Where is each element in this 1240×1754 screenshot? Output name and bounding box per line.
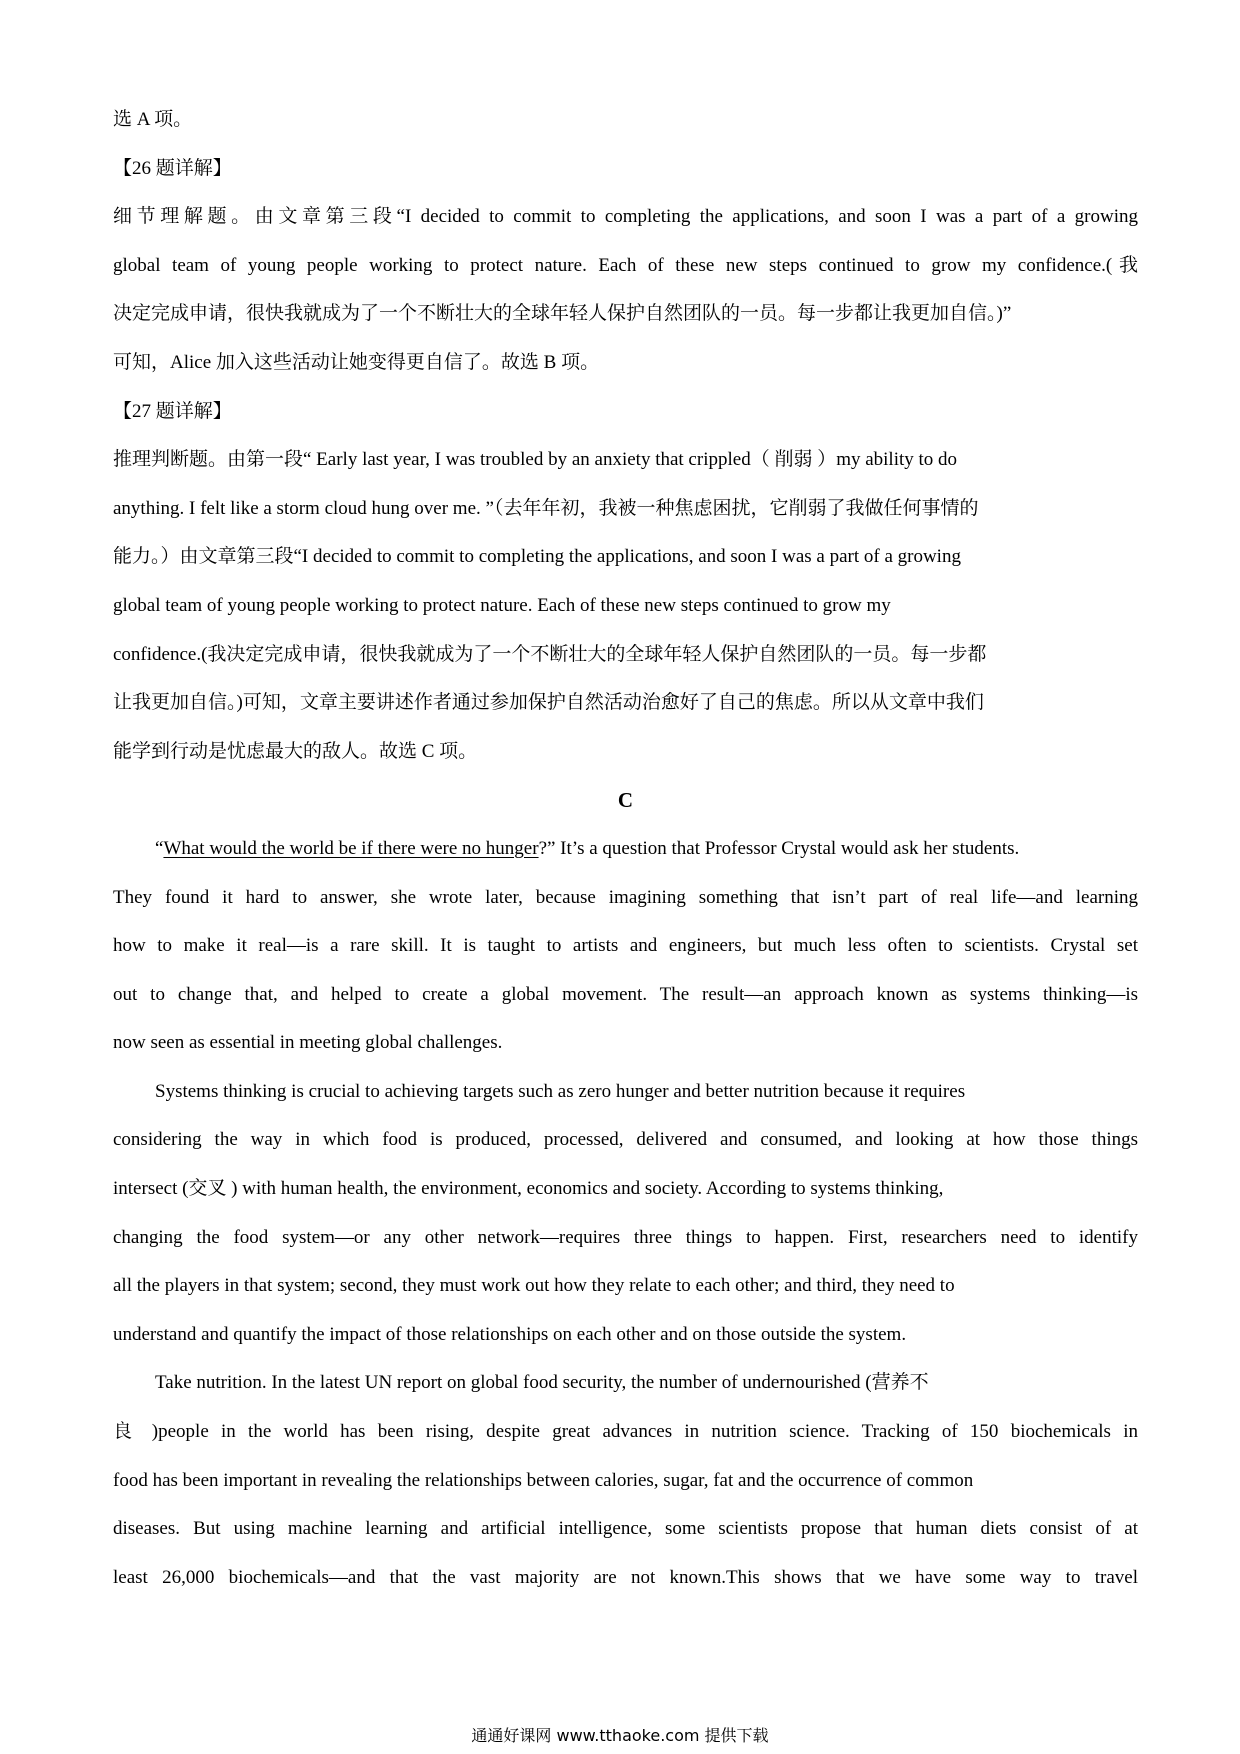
passage-line: food has been important in revealing the relationships between calories, sugar, fat and the occurrence of common [113, 1469, 974, 1491]
passage-line: changing the food system—or any other network—requires three things to happen. First, researchers need to identify [113, 1226, 1138, 1248]
q26-line: 细节理解题。由文章第三段“I decided to commit to completing the applications, and soon I was a part of a growing [113, 206, 1138, 228]
q27-heading: 【27 题详解】 [113, 400, 232, 422]
q26-line: 决定完成申请，很快我就成为了一个不断壮大的全球年轻人保护自然团队的一员。每一步都让我更加自信。)” [113, 303, 1012, 325]
passage-paragraph-3-first-line: Take nutrition. In the latest UN report on global food security, the number of undernourished (营养不 [155, 1372, 929, 1394]
passage-line: 良 )people in the world has been rising, despite great advances in nutrition science. Tracking of 150 biochemicals in [113, 1421, 1138, 1443]
q27-line: confidence.(我决定完成申请，很快我就成为了一个不断壮大的全球年轻人保护自然团队的一员。每一步都 [113, 643, 987, 665]
q26-heading: 【26 题详解】 [113, 157, 232, 179]
open-quote: “ [155, 837, 164, 859]
page-footer: 通通好课网 www.tthaoke.com 提供下载 [471, 1726, 769, 1745]
first-line-rest: ?” It’s a question that Professor Crystal would ask her students. [538, 837, 1020, 859]
underlined-question: What would the world be if there were no hunger [163, 837, 539, 859]
passage-line: intersect (交叉 ) with human health, the environment, economics and society. According to systems thinking, [113, 1178, 944, 1200]
passage-paragraph-2-first-line: Systems thinking is crucial to achieving targets such as zero hunger and better nutrition because it requires [155, 1080, 966, 1102]
q27-line: 能力。）由文章第三段“I decided to commit to completing the applications, and soon I was a part of a growing [113, 546, 961, 568]
q27-line: 能学到行动是忧虑最大的敌人。故选 C 项。 [113, 740, 478, 762]
passage-line: least 26,000 biochemicals—and that the vast majority are not known.This shows that we have some way to travel [113, 1566, 1138, 1588]
q27-line: anything. I felt like a storm cloud hung over me. ”（去年年初，我被一种焦虑困扰，它削弱了我做任何事情的 [113, 497, 979, 519]
q27-line: global team of young people working to protect nature. Each of these new steps continued to grow my [113, 594, 891, 616]
passage-line: diseases. But using machine learning and artificial intelligence, some scientists propose that human diets consist of at [113, 1518, 1138, 1540]
passage-line: They found it hard to answer, she wrote later, because imagining something that isn’t part of real life—and learning [113, 886, 1138, 908]
document-page [113, 96, 1138, 1602]
answer-tail: 选 A 项。 [113, 109, 193, 130]
passage-line: considering the way in which food is produced, processed, delivered and consumed, and looking at how those things [113, 1129, 1138, 1151]
q27-line: 推理判断题。由第一段“ Early last year, I was troubled by an anxiety that crippled（ 削弱 ）my ability to do [113, 449, 958, 471]
passage-line: out to change that, and helped to create a global movement. The result—an approach known as systems thinking—is [113, 983, 1138, 1005]
passage-paragraph-1-first-line [113, 825, 1138, 874]
passage-line: all the players in that system; second, they must work out how they relate to each other; and third, they need to [113, 1275, 955, 1297]
q26-line: global team of young people working to protect nature. Each of these new steps continued to grow my confidence.(我 [113, 254, 1138, 276]
section-c-label: C [617, 788, 634, 813]
q26-line: 可知，Alice 加入这些活动让她变得更自信了。故选 B 项。 [113, 351, 600, 373]
passage-line: understand and quantify the impact of those relationships on each other and on those outside the system. [113, 1323, 907, 1345]
passage-line: how to make it real—is a rare skill. It is taught to artists and engineers, but much less often to scientists. Crystal set [113, 935, 1138, 957]
q27-line: 让我更加自信。)可知，文章主要讲述作者通过参加保护自然活动治愈好了自己的焦虑。所以从文章中我们 [113, 692, 984, 714]
passage-line: now seen as essential in meeting global challenges. [113, 1032, 503, 1054]
